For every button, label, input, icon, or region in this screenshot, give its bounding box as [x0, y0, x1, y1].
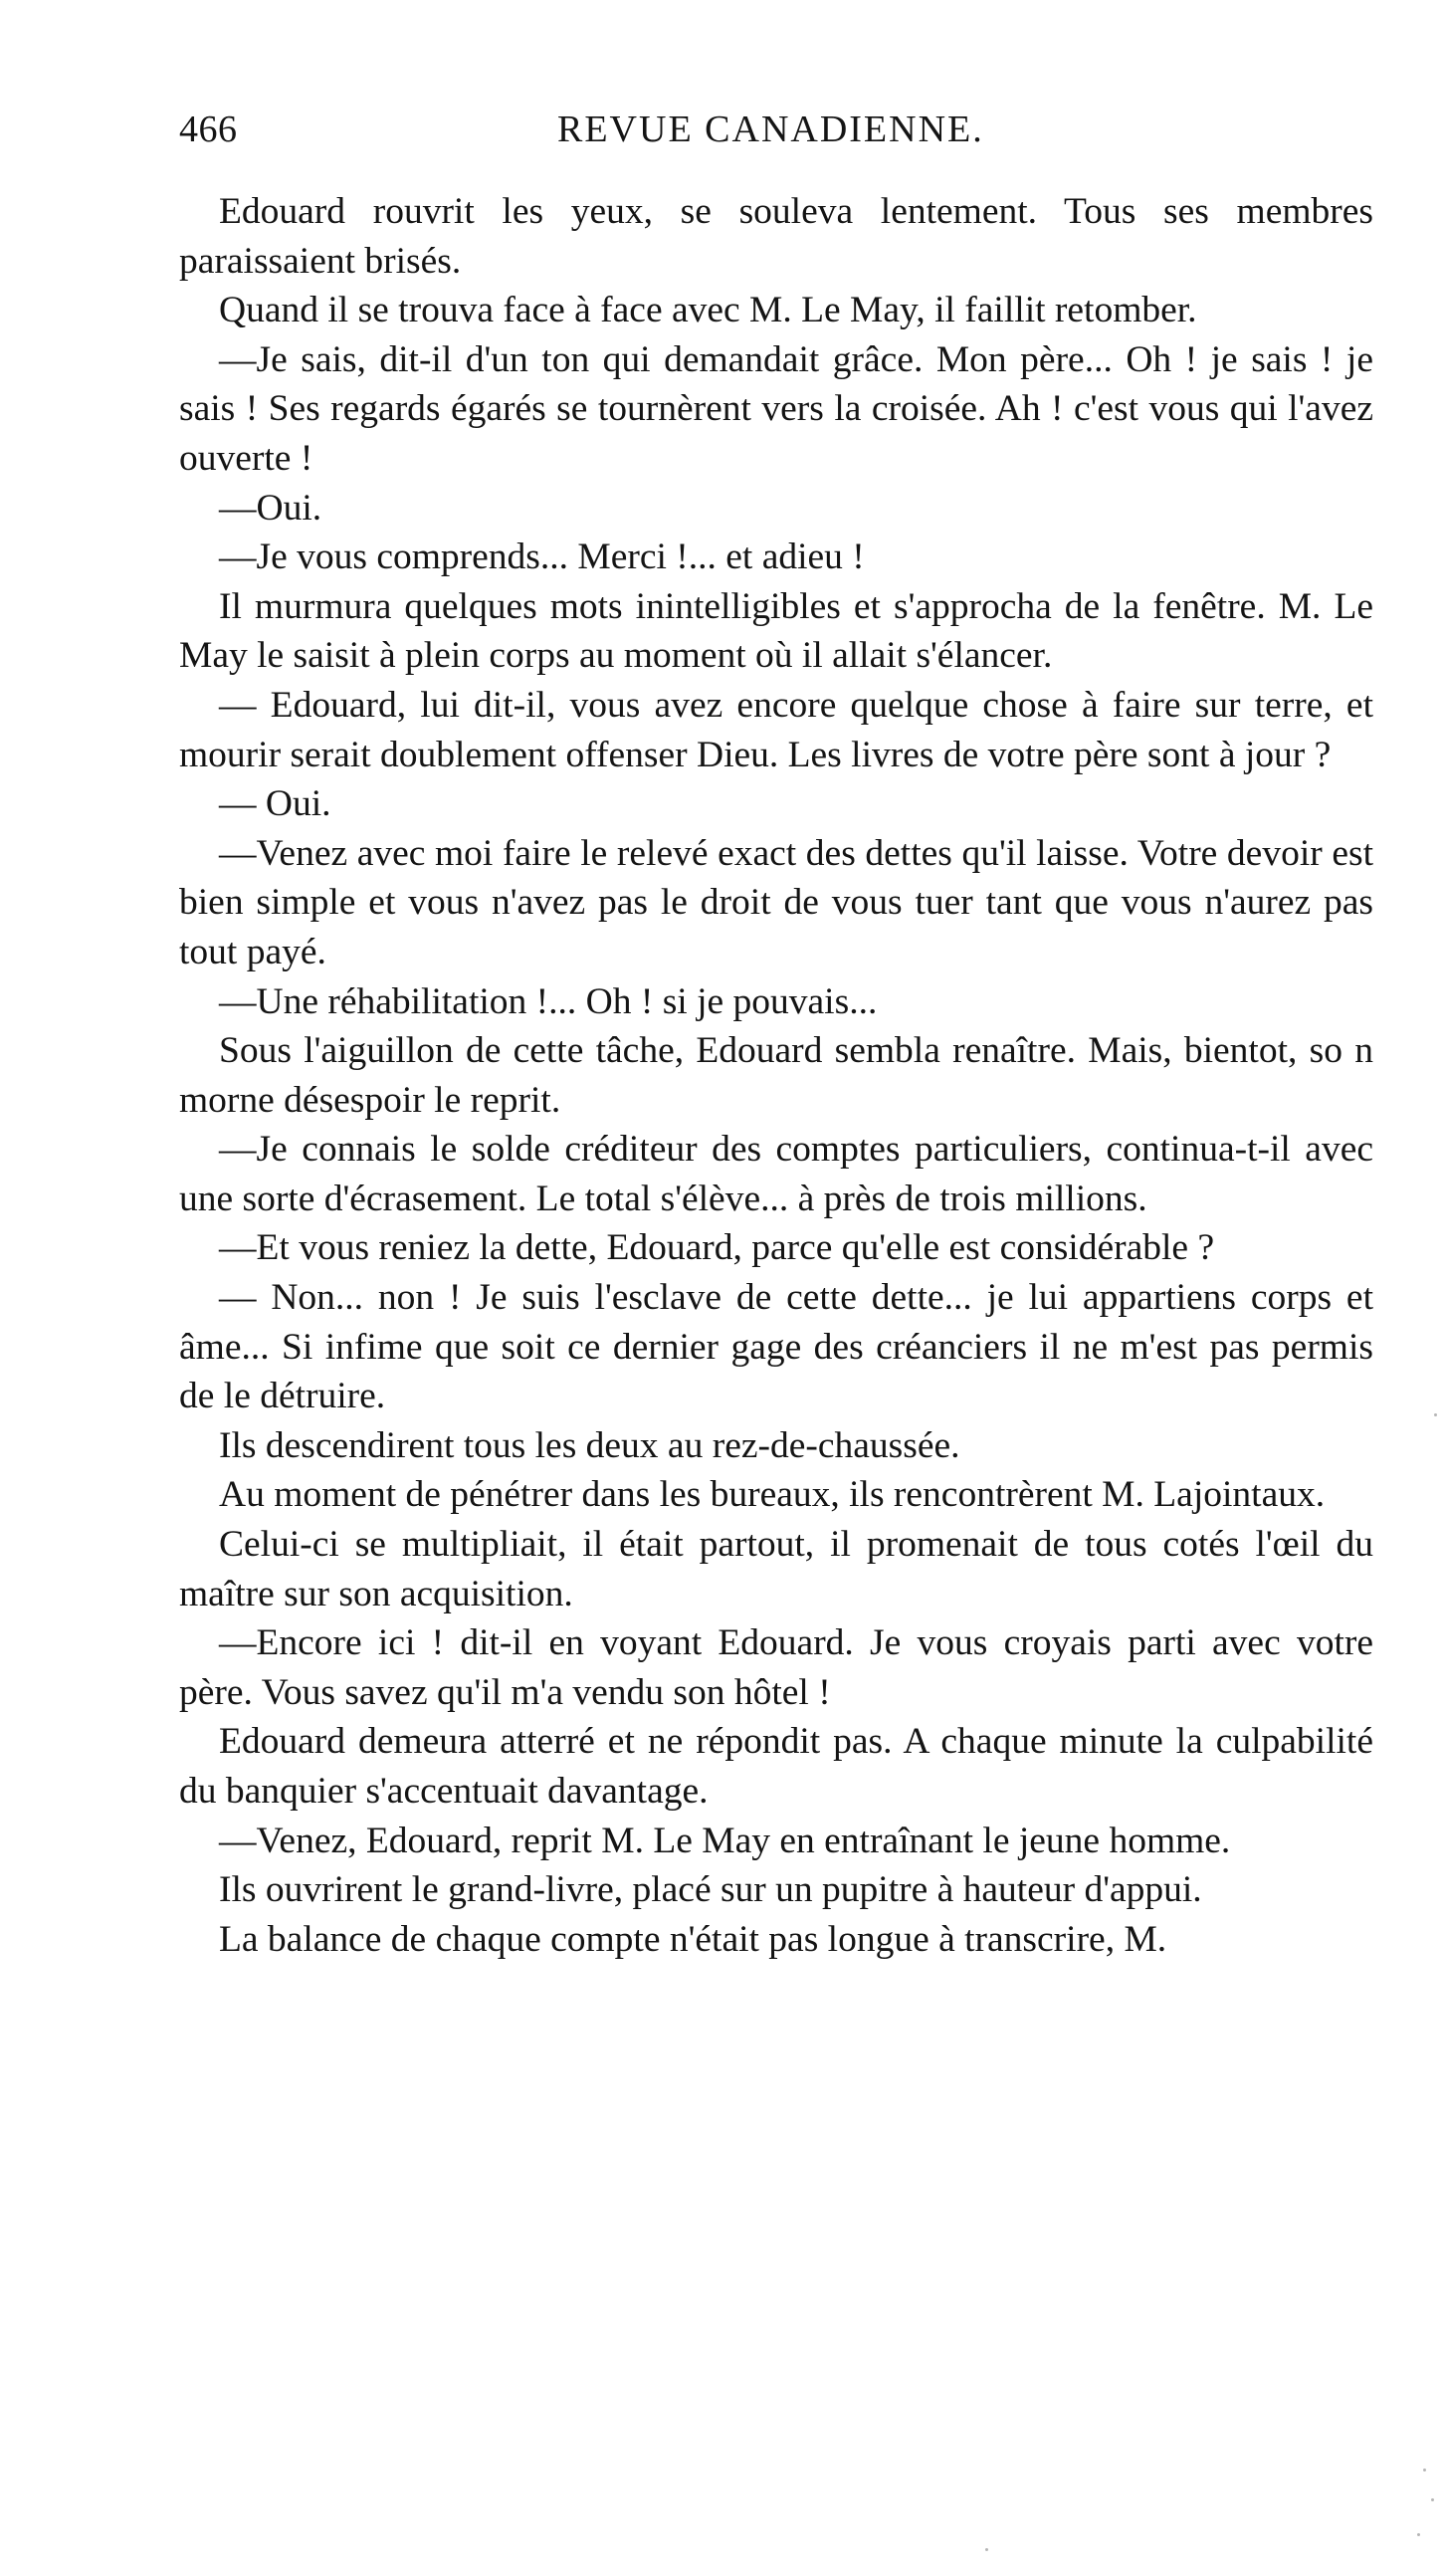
paragraph: Edouard rouvrit les yeux, se souleva lentement. Tous ses membres paraissaient brisés. [179, 191, 1373, 282]
paragraph: —Je vous comprends... Merci !... et adieu ! [219, 537, 865, 578]
paragraph: —Venez, Edouard, reprit M. Le May en entraînant le jeune homme. [219, 1820, 1231, 1861]
paragraph: Celui-ci se multipliait, il était partout, il promenait de tous cotés l'œil du maître sur son acquisition. [179, 1524, 1373, 1614]
paragraph: —Venez avec moi faire le relevé exact des dettes qu'il laisse. Votre devoir est bien simple et vous n'avez pas le droit de vous tuer tant que vous n'aurez pas tout payé. [179, 832, 1373, 972]
paragraph: Ils ouvrirent le grand-livre, placé sur un pupitre à hauteur d'appui. [219, 1869, 1202, 1911]
paragraph: Sous l'aiguillon de cette tâche, Edouard sembla renaître. Mais, bientot, so n morne désespoir le reprit. [179, 1030, 1373, 1121]
paragraph: La balance de chaque compte n'était pas longue à transcrire, M. [219, 1918, 1167, 1960]
paragraph: —Je sais, dit-il d'un ton qui demandait grâce. Mon père... Oh ! je sais ! je sais ! Ses regards égarés se tournèrent vers la croisée. Ah ! c'est vous qui l'avez ouverte ! [179, 338, 1373, 479]
paragraph: —Encore ici ! dit-il en voyant Edouard. Je vous croyais parti avec votre père. Vous savez qu'il m'a vendu son hôtel ! [179, 1622, 1373, 1713]
paragraph: — Oui. [219, 783, 331, 825]
paragraph: Quand il se trouva face à face avec M. Le May, il faillit retomber. [219, 290, 1197, 331]
page-header [179, 107, 1373, 167]
paper-speck [1417, 2533, 1420, 2536]
paragraph: — Non... non ! Je suis l'esclave de cette dette... je lui appartiens corps et âme... Si infime que soit ce dernier gage des créanciers il ne m'est pas permis de le détruire. [179, 1277, 1373, 1417]
paper-speck [1431, 2498, 1434, 2501]
paragraph: —Et vous reniez la dette, Edouard, parce qu'elle est considérable ? [219, 1227, 1215, 1269]
running-title: REVUE CANADIENNE. [557, 108, 984, 150]
paragraph: —Je connais le solde créditeur des comptes particuliers, continua-t-il avec une sorte d'écrasement. Le total s'élève... à près de trois millions. [179, 1129, 1373, 1219]
paragraph: Ils descendirent tous les deux au rez-de-chaussée. [219, 1424, 960, 1466]
paper-speck [1423, 2469, 1426, 2471]
paragraph: Il murmura quelques mots inintelligibles et s'approcha de la fenêtre. M. Le May le saisit à plein corps au moment où il allait s'élancer. [179, 585, 1373, 677]
paper-speck [1434, 1413, 1437, 1416]
paragraph: Edouard demeura atterré et ne répondit pas. A chaque minute la culpabilité du banquier s'accentuait davantage. [179, 1721, 1373, 1812]
paper-speck [985, 2548, 988, 2551]
page-number: 466 [179, 108, 238, 150]
paragraph: — Edouard, lui dit-il, vous avez encore quelque chose à faire sur terre, et mourir serait doublement offenser Dieu. Les livres de votre père sont à jour ? [179, 684, 1373, 775]
body-text [179, 187, 1373, 1964]
paragraph: —Oui. [219, 487, 322, 529]
paragraph: Au moment de pénétrer dans les bureaux, ils rencontrèrent M. Lajointaux. [219, 1474, 1326, 1516]
paragraph: —Une réhabilitation !... Oh ! si je pouvais... [219, 980, 878, 1022]
